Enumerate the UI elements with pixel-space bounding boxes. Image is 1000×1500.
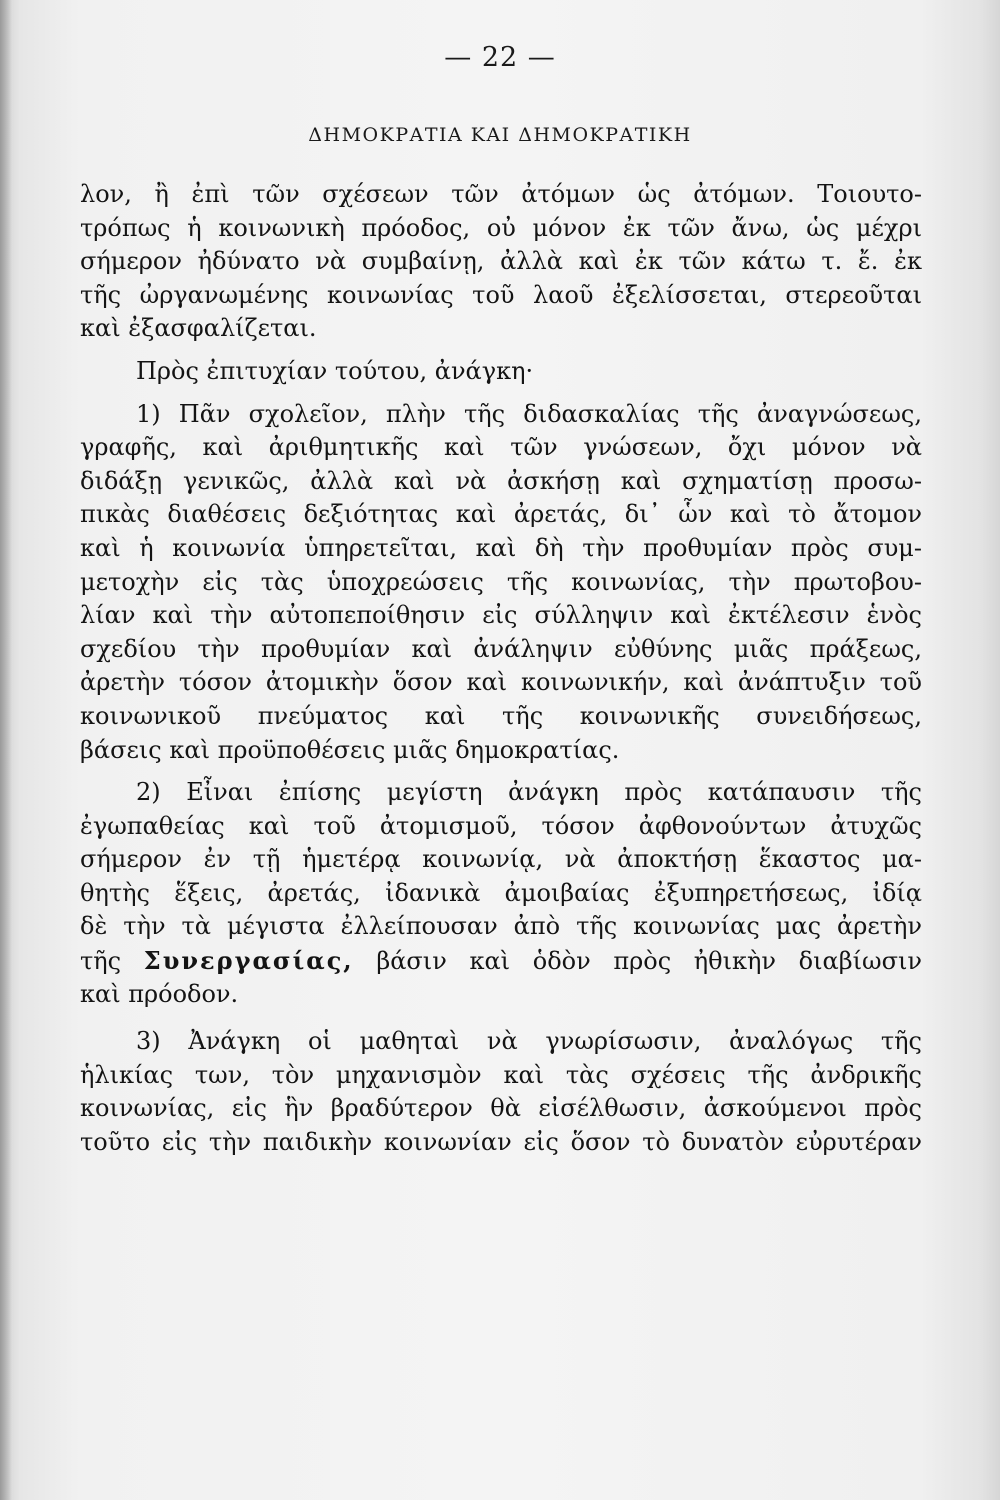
text-line: ἀρετὴν τόσον ἀτομικὴν ὅσον καὶ κοινωνικήν, καὶ ἀνάπτυξιν τοῦ xyxy=(80,668,922,697)
text-line: καὶ πρόοδον. xyxy=(80,979,239,1008)
text-line: πικὰς διαθέσεις δεξιότητας καὶ ἀρετάς, δι᾿ ὧν καὶ τὸ ἄτομον xyxy=(80,500,922,529)
text-line: διδάξῃ γενικῶς, ἀλλὰ καὶ νὰ ἀσκήσῃ καὶ σχηματίσῃ προσω- xyxy=(80,466,922,495)
emphasized-word: Συνεργασίας, xyxy=(143,946,354,976)
body-text xyxy=(80,178,922,1160)
text-line: κοινωνίας, εἰς ἣν βραδύτερον θὰ εἰσέλθωσιν, ἀσκούμενοι πρὸς xyxy=(80,1094,922,1123)
text-line: βάσεις καὶ προϋποθέσεις μιᾶς δημοκρατίας. xyxy=(80,735,620,764)
page-number: — 22 — xyxy=(444,42,556,73)
text-line: 3) Ἀνάγκη οἱ μαθηταὶ νὰ γνωρίσωσιν, ἀναλόγως τῆς xyxy=(136,1027,922,1056)
text-line: σχεδίου τὴν προθυμίαν καὶ ἀνάληψιν εὐθύνης μιᾶς πράξεως, xyxy=(80,634,922,663)
text-line: ἡλικίας των, τὸν μηχανισμὸν καὶ τὰς σχέσεις τῆς ἀνδρικῆς xyxy=(80,1060,922,1089)
text-line: σήμερον ἐν τῇ ἡμετέρᾳ κοινωνίᾳ, νὰ ἀποκτήσῃ ἕκαστος μα- xyxy=(80,845,922,874)
text-line: σήμερον ἠδύνατο νὰ συμβαίνῃ, ἀλλὰ καὶ ἐκ τῶν κάτω τ. ἔ. ἐκ xyxy=(80,247,922,276)
text-line: γραφῆς, καὶ ἀριθμητικῆς καὶ τῶν γνώσεων, ὄχι μόνον νὰ xyxy=(80,433,922,462)
text-line: Πρὸς ἐπιτυχίαν τούτου, ἀνάγκη· xyxy=(136,356,534,385)
text-fragment: βάσιν καὶ ὁδὸν πρὸς ἠθικὴν διαβίωσιν xyxy=(376,947,922,976)
text-line xyxy=(80,944,922,978)
text-line: καὶ ἡ κοινωνία ὑπηρετεῖται, καὶ δὴ τὴν προθυμίαν πρὸς συμ- xyxy=(80,533,922,562)
text-line: λίαν καὶ τὴν αὐτοπεποίθησιν εἰς σύλληψιν καὶ ἐκτέλεσιν ἑνὸς xyxy=(80,601,922,630)
text-line: θητὴς ἕξεις, ἀρετάς, ἰδανικὰ ἀμοιβαίας ἐξυπηρετήσεως, ἰδίᾳ xyxy=(80,878,922,907)
text-line: ἐγωπαθείας καὶ τοῦ ἀτομισμοῦ, τόσον ἀφθονούντων ἀτυχῶς xyxy=(80,811,922,840)
text-line: μετοχὴν εἰς τὰς ὑποχρεώσεις τῆς κοινωνίας, τὴν πρωτοβου- xyxy=(80,567,922,596)
text-line: τῆς ὠργανωμένης κοινωνίας τοῦ λαοῦ ἐξελίσσεται, στερεοῦται xyxy=(80,280,922,309)
text-line: δὲ τὴν τὰ μέγιστα ἐλλείπουσαν ἀπὸ τῆς κοινωνίας μας ἀρετὴν xyxy=(80,912,922,941)
text-fragment: τῆς xyxy=(80,947,122,976)
running-head: ΔΗΜΟΚΡΑΤΙΑ ΚΑΙ ΔΗΜΟΚΡΑΤΙΚΗ xyxy=(308,124,692,146)
text-line: 1) Πᾶν σχολεῖον, πλὴν τῆς διδασκαλίας τῆς ἀναγνώσεως, xyxy=(136,399,922,428)
page-gutter-shadow xyxy=(0,0,12,1500)
text-line: τοῦτο εἰς τὴν παιδικὴν κοινωνίαν εἰς ὅσον τὸ δυνατὸν εὐρυτέραν xyxy=(80,1128,922,1157)
text-line: καὶ ἐξασφαλίζεται. xyxy=(80,314,317,343)
text-line: 2) Εἶναι ἐπίσης μεγίστη ἀνάγκη πρὸς κατάπαυσιν τῆς xyxy=(136,778,922,807)
text-line: λον, ἢ ἐπὶ τῶν σχέσεων τῶν ἀτόμων ὡς ἀτόμων. Τοιουτο- xyxy=(80,180,922,208)
text-line: κοινωνικοῦ πνεύματος καὶ τῆς κοινωνικῆς συνειδήσεως, xyxy=(80,701,922,730)
text-line: τρόπως ἡ κοινωνικὴ πρόοδος, οὐ μόνον ἐκ τῶν ἄνω, ὡς μέχρι xyxy=(80,213,922,242)
